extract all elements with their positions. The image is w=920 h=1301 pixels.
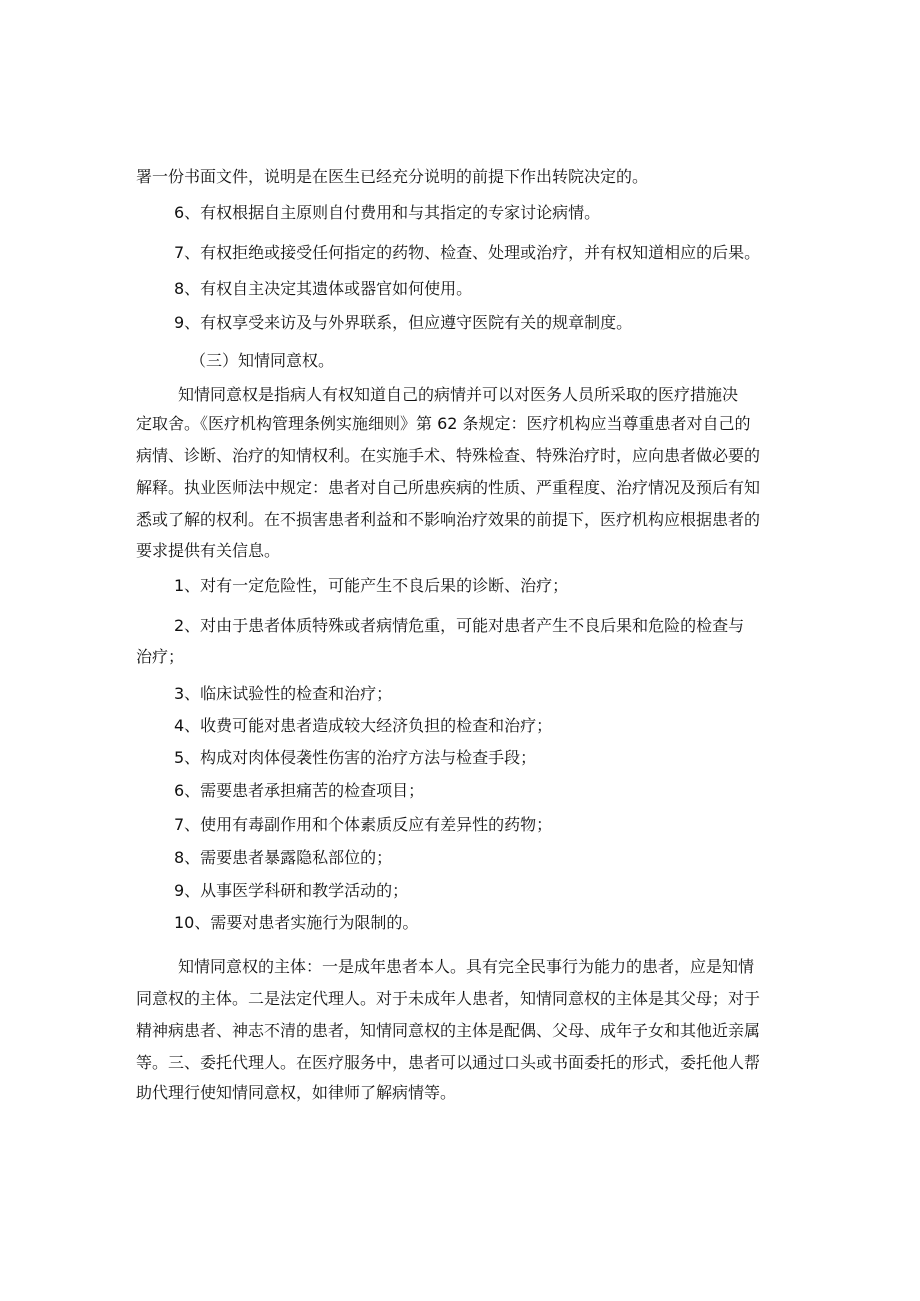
right-item-9: 9、有权享受来访及与外界联系，但应遵守医院有关的规章制度。	[174, 313, 633, 332]
section-heading: （三）知情同意权。	[190, 351, 335, 370]
subject-line: 同意权的主体。二是法定代理人。对于未成年人患者，知情同意权的主体是其父母；对于	[136, 989, 761, 1008]
consent-item-3: 3、临床试验性的检查和治疗；	[174, 684, 393, 703]
intro-line: 悉或了解的权利。在不损害患者利益和不影响治疗效果的前提下，医疗机构应根据患者的	[136, 510, 761, 529]
continuation-text: 署一份书面文件，说明是在医生已经充分说明的前提下作出转院决定的。	[136, 167, 649, 186]
intro-line: 要求提供有关信息。	[136, 541, 281, 560]
intro-line: 病情、诊断、治疗的知情权利。在实施手术、特殊检查、特殊治疗时，应向患者做必要的	[136, 446, 761, 465]
intro-line: 定取舍。《医疗机构管理条例实施细则》第 62 条规定：医疗机构应当尊重患者对自己的	[136, 414, 751, 433]
right-item-6: 6、有权根据自主原则自付费用和与其指定的专家讨论病情。	[174, 203, 601, 222]
subject-line: 精神病患者、神志不清的患者，知情同意权的主体是配偶、父母、成年子女和其他近亲属	[136, 1021, 761, 1040]
intro-line: 知情同意权是指病人有权知道自己的病情并可以对医务人员所采取的医疗措施决	[178, 385, 739, 404]
consent-item-2: 2、对由于患者体质特殊或者病情危重，可能对患者产生不良后果和危险的检查与	[174, 616, 745, 635]
consent-item-10: 10、需要对患者实施行为限制的。	[174, 913, 419, 932]
consent-item-6: 6、需要患者承担痛苦的检查项目；	[174, 781, 425, 800]
consent-item-4: 4、收费可能对患者造成较大经济负担的检查和治疗；	[174, 716, 553, 735]
intro-line: 解释。执业医师法中规定：患者对自己所患疾病的性质、严重程度、治疗情况及预后有知	[136, 478, 761, 497]
subject-line: 知情同意权的主体：一是成年患者本人。具有完全民事行为能力的患者，应是知情	[178, 957, 755, 976]
right-item-8: 8、有权自主决定其遗体或器官如何使用。	[174, 279, 473, 298]
consent-item-8: 8、需要患者暴露隐私部位的；	[174, 848, 393, 867]
right-item-7: 7、有权拒绝或接受任何指定的药物、检查、处理或治疗，并有权知道相应的后果。	[174, 243, 761, 262]
consent-item-5: 5、构成对肉体侵袭性伤害的治疗方法与检查手段；	[174, 748, 537, 767]
consent-item-7: 7、使用有毒副作用和个体素质反应有差异性的药物；	[174, 815, 553, 834]
consent-item-9: 9、从事医学科研和教学活动的；	[174, 881, 409, 900]
consent-item-2-continued: 治疗；	[136, 647, 185, 666]
subject-line: 助代理行使知情同意权，如律师了解病情等。	[136, 1083, 457, 1102]
consent-item-1: 1、对有一定危险性，可能产生不良后果的诊断、治疗；	[174, 576, 569, 595]
subject-line: 等。三、委托代理人。在医疗服务中，患者可以通过口头或书面委托的形式，委托他人帮	[136, 1053, 761, 1072]
